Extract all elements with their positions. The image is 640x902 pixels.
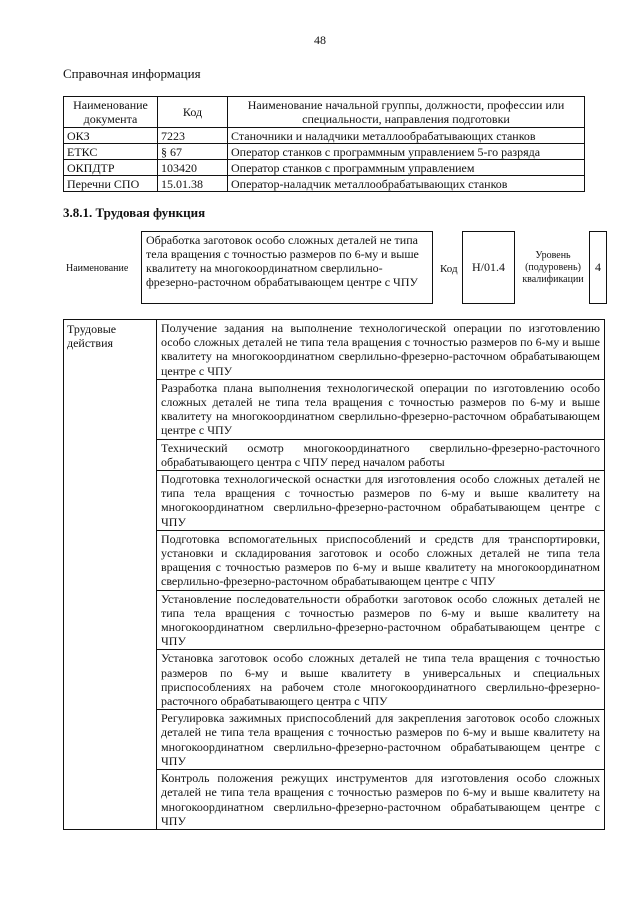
description-cell: Оператор-наладчик металлообрабатывающих станков xyxy=(228,176,585,192)
description-cell: Оператор станков с программным управлением 5-го разряда xyxy=(228,144,585,160)
document-name-cell: Перечни СПО xyxy=(64,176,158,192)
header-document-name: Наименование документа xyxy=(64,97,158,128)
code-cell: § 67 xyxy=(158,144,228,160)
header-description: Наименование начальной группы, должности, профессии или специальности, направления подготовки xyxy=(228,97,585,128)
labor-action-item: Подготовка технологической оснастки для изготовления особо сложных деталей не типа тела вращения с точностью размеров по 6-му и выше квалитету на многокоординатном сверлильно-фрезерно-расточном обрабатывающем центре с ЧПУ xyxy=(157,471,605,531)
labor-action-item: Подготовка вспомогательных приспособлений и средств для транспортировки, установки и складирования заготовок и особо сложных деталей не типа тела вращения с точностью размеров по 6-му и выше квалитету на многокоординатном сверлильно-фрезерно-расточном обрабатывающем центре с ЧПУ xyxy=(157,530,605,590)
function-name-value: Обработка заготовок особо сложных деталей не типа тела вращения с точностью размеров по 6-му и выше квалитету на многокоординатном сверлильно-фрезерно-расточном обрабатывающем центре с ЧПУ xyxy=(141,231,433,304)
table-row xyxy=(64,160,585,176)
labor-action-item: Получение задания на выполнение технологической операции по изготовлению особо сложных деталей не типа тела вращения с точностью размеров по 6-му и выше квалитету на многокоординатном сверлильно-фрезерно-расточном обрабатывающем центре с ЧПУ xyxy=(157,320,605,380)
labor-action-item: Разработка плана выполнения технологической операции по изготовлению особо сложных деталей не типа тела вращения с точностью размеров по 6-му и выше квалитету на многокоординатном сверлильно-фрезерно-расточном обрабатывающем центре с ЧПУ xyxy=(157,379,605,439)
labor-actions-table xyxy=(63,319,605,830)
labor-action-item: Контроль положения режущих инструментов для изготовления особо сложных деталей не типа тела вращения с точностью размеров по 6-му и выше квалитету на многокоординатном сверлильно-фрезерно-расточном обрабатывающем центре с ЧПУ xyxy=(157,770,605,830)
table-row xyxy=(64,128,585,144)
labor-action-item: Установление последовательности обработки заготовок особо сложных деталей не типа тела вращения с точностью размеров по 6-му и выше квалитету на многокоординатном сверлильно-фрезерно-расточном обрабатывающем центре с ЧПУ xyxy=(157,590,605,650)
header-code: Код xyxy=(158,97,228,128)
labor-actions-label: Трудовые действия xyxy=(64,320,157,830)
function-code-value: Н/01.4 xyxy=(462,231,515,304)
function-title: 3.8.1. Трудовая функция xyxy=(63,205,206,220)
code-cell: 15.01.38 xyxy=(158,176,228,192)
table-row xyxy=(64,144,585,160)
document-name-cell: ОКПДТР xyxy=(64,160,158,176)
labor-action-item: Технический осмотр многокоординатного сверлильно-фрезерно-расточного обрабатывающего центра с ЧПУ перед началом работы xyxy=(157,439,605,470)
reference-table-header xyxy=(64,97,585,128)
code-cell: 7223 xyxy=(158,128,228,144)
table-row xyxy=(64,176,585,192)
reference-table xyxy=(63,96,585,192)
section-title: Справочная информация xyxy=(63,66,201,81)
document-name-cell: ОКЗ xyxy=(64,128,158,144)
description-cell: Станочники и наладчики металлообрабатывающих станков xyxy=(228,128,585,144)
description-cell: Оператор станков с программным управлением xyxy=(228,160,585,176)
document-name-cell: ЕТКС xyxy=(64,144,158,160)
code-cell: 103420 xyxy=(158,160,228,176)
function-name-label: Наименование xyxy=(66,263,129,274)
page-number: 48 xyxy=(314,33,326,47)
table-row xyxy=(64,320,605,380)
qualification-level-value: 4 xyxy=(589,231,607,304)
function-code-label: Код xyxy=(440,263,458,275)
labor-action-item: Установка заготовок особо сложных деталей не типа тела вращения с точностью размеров по 6-му и выше квалитету в универсальных и специальных приспособлениях на рабочем столе многокоординатного сверлильно-фрезерно-расточного обрабатывающего центра с ЧПУ xyxy=(157,650,605,710)
qualification-level-label: Уровень (подуровень) квалификации xyxy=(522,250,584,285)
labor-action-item: Регулировка зажимных приспособлений для закрепления заготовок особо сложных деталей не типа тела вращения с точностью размеров по 6-му и выше квалитету на многокоординатном сверлильно-фрезерно-расточном обрабатывающем центре с ЧПУ xyxy=(157,710,605,770)
